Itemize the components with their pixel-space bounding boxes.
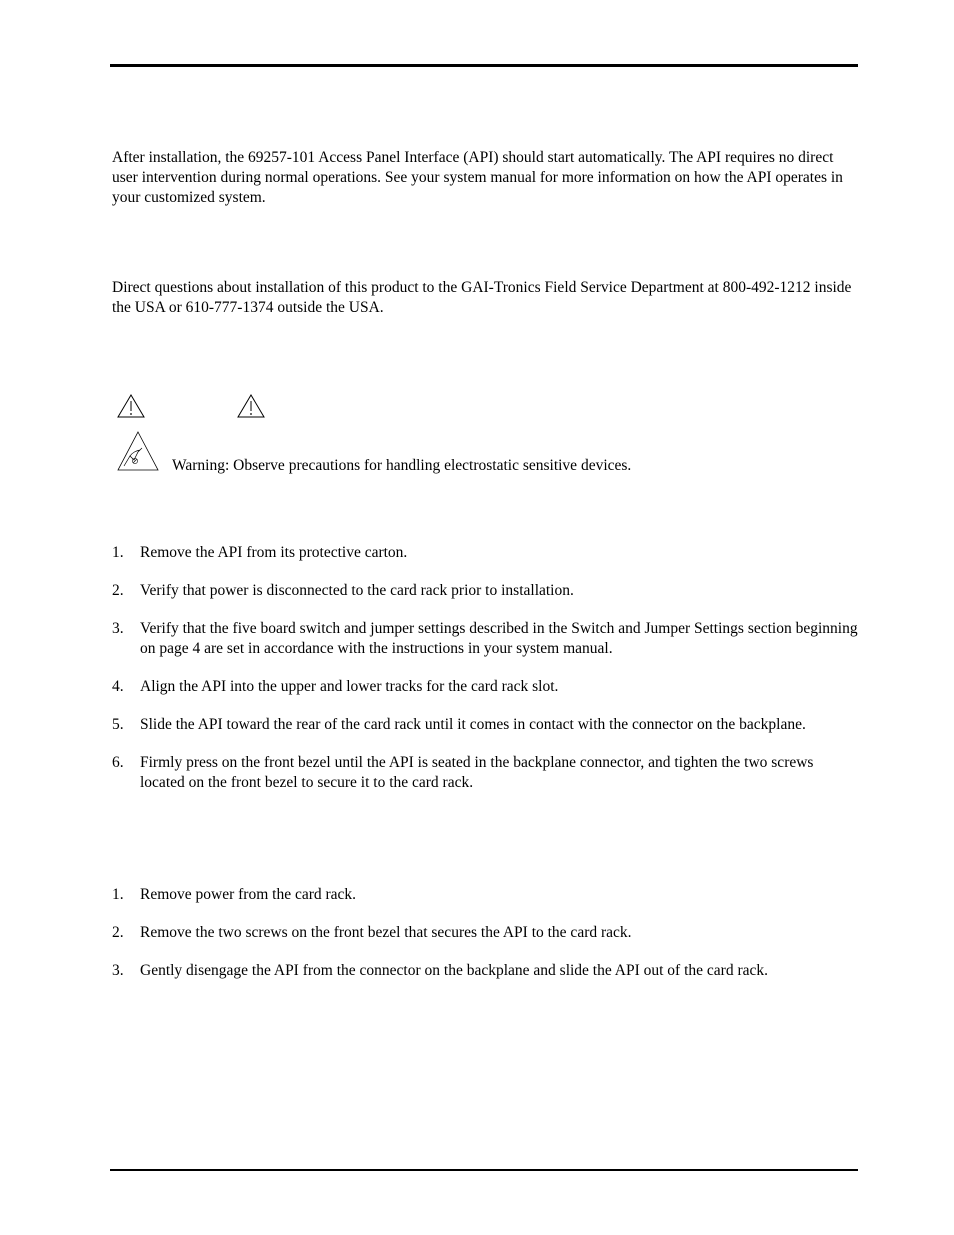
list-item — [112, 619, 860, 659]
step-text: Remove the two screws on the front bezel that secures the API to the card rack. — [140, 924, 632, 941]
step-number: 2. — [112, 924, 124, 941]
step-number: 5. — [112, 716, 124, 733]
step-text: Align the API into the upper and lower tracks for the card rack slot. — [140, 678, 559, 695]
step-text: Remove the API from its protective carton. — [140, 544, 408, 561]
caution-triangle-icon — [116, 393, 146, 425]
list-item — [112, 923, 860, 943]
list-item — [112, 677, 860, 697]
step-text: Slide the API toward the rear of the card rack until it comes in contact with the connector on the backplane. — [140, 716, 806, 733]
esd-warning-text: Warning: Observe precautions for handling electrostatic sensitive devices. — [172, 457, 632, 474]
removal-steps — [112, 885, 860, 999]
step-number: 1. — [112, 544, 124, 561]
caution-triangle-icon — [236, 393, 266, 425]
step-number: 3. — [112, 962, 124, 979]
step-number: 1. — [112, 886, 124, 903]
field-service-paragraph: Direct questions about installation of this product to the GAI-Tronics Field Service Department at 800-492-1212 inside the USA or 610-777-1374 outside the USA. — [112, 279, 852, 316]
header-rule — [110, 64, 858, 67]
footer-rule — [110, 1169, 858, 1171]
step-text: Verify that power is disconnected to the card rack prior to installation. — [140, 582, 574, 599]
step-text: Firmly press on the front bezel until the API is seated in the backplane connector, and tighten the two screws located on the front bezel to secure it to the card rack. — [140, 754, 814, 791]
list-item — [112, 753, 860, 793]
step-number: 4. — [112, 678, 124, 695]
step-number: 6. — [112, 754, 124, 771]
step-number: 3. — [112, 620, 124, 637]
list-item — [112, 581, 860, 601]
step-text: Gently disengage the API from the connector on the backplane and slide the API out of the card rack. — [140, 962, 768, 979]
step-number: 2. — [112, 582, 124, 599]
list-item — [112, 885, 860, 905]
step-text: Remove power from the card rack. — [140, 886, 357, 903]
list-item — [112, 961, 860, 981]
step-text: Verify that the five board switch and jumper settings described in the Switch and Jumper Settings section beginning on page 4 are set in accordance with the instructions in your system manual. — [140, 620, 858, 657]
installation-steps — [112, 543, 860, 811]
esd-sensitive-icon — [116, 430, 160, 480]
operation-paragraph: After installation, the 69257-101 Access Panel Interface (API) should start automatically. The API requires no direct user intervention during normal operations. See your system manual for more information on how the API operates in your customized system. — [112, 149, 843, 206]
list-item — [112, 715, 860, 735]
list-item — [112, 543, 860, 563]
